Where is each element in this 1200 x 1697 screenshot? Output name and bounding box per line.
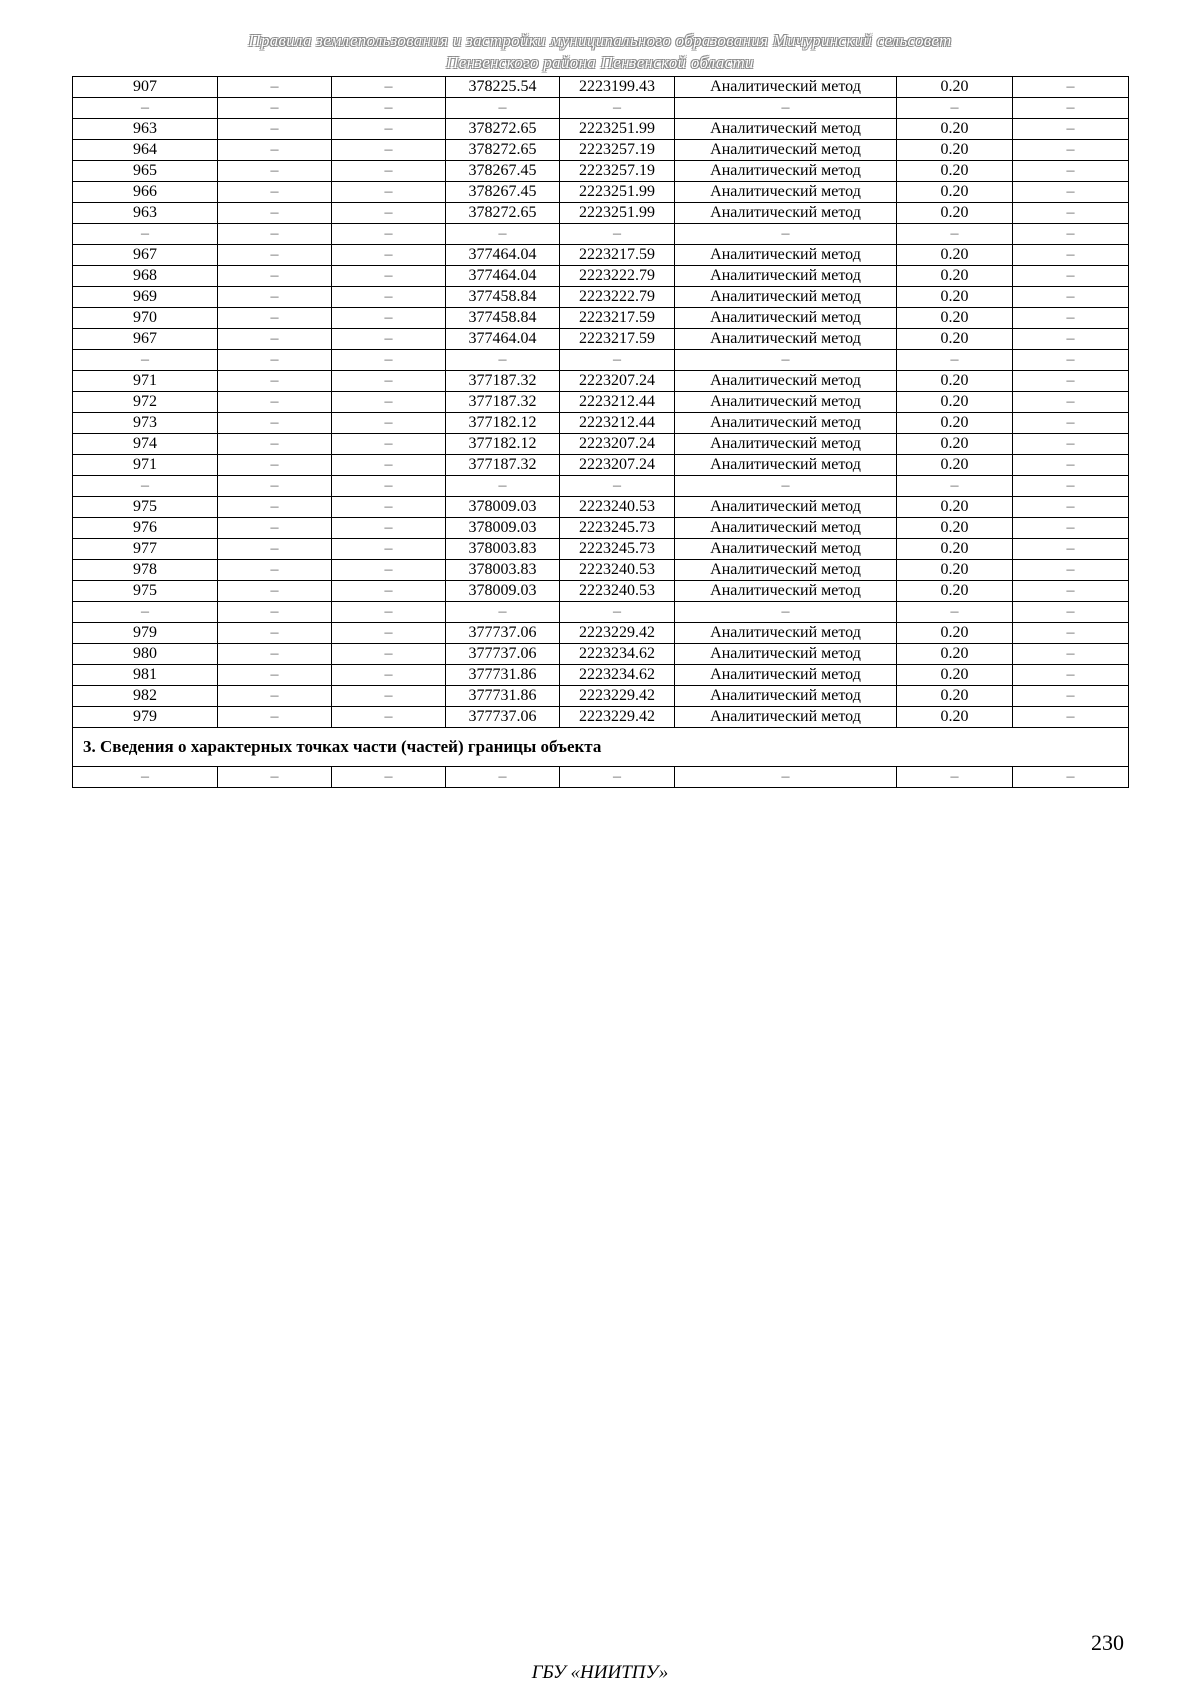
table-cell: – xyxy=(218,767,332,788)
table-cell: 0.20 xyxy=(897,308,1013,329)
table-cell: 2223199.43 xyxy=(560,77,675,98)
table-cell: 378272.65 xyxy=(446,203,560,224)
table-cell: – xyxy=(73,602,218,623)
table-cell: – xyxy=(1013,476,1129,497)
table-cell: – xyxy=(332,392,446,413)
table-cell: – xyxy=(1013,455,1129,476)
table-cell: – xyxy=(218,413,332,434)
table-cell: – xyxy=(1013,119,1129,140)
table-cell: Аналитический метод xyxy=(675,518,897,539)
table-cell: Аналитический метод xyxy=(675,539,897,560)
table-cell: 2223217.59 xyxy=(560,308,675,329)
table-cell: – xyxy=(218,371,332,392)
table-row xyxy=(73,350,1129,371)
table-cell: 972 xyxy=(73,392,218,413)
table-row xyxy=(73,413,1129,434)
table-cell: – xyxy=(218,518,332,539)
table-cell: – xyxy=(1013,266,1129,287)
table-cell: – xyxy=(560,224,675,245)
table-cell: – xyxy=(218,623,332,644)
table-cell: 0.20 xyxy=(897,266,1013,287)
table-cell: 377182.12 xyxy=(446,434,560,455)
table-cell: 982 xyxy=(73,686,218,707)
table-cell: 970 xyxy=(73,308,218,329)
table-cell: 2223245.73 xyxy=(560,539,675,560)
table-row xyxy=(73,602,1129,623)
table-cell: 2223207.24 xyxy=(560,455,675,476)
table-cell: – xyxy=(1013,98,1129,119)
table-cell: 2223229.42 xyxy=(560,686,675,707)
table-row xyxy=(73,623,1129,644)
table-cell: – xyxy=(332,119,446,140)
table-cell: – xyxy=(1013,329,1129,350)
table-cell: 0.20 xyxy=(897,161,1013,182)
table-cell: 377464.04 xyxy=(446,266,560,287)
table-cell: – xyxy=(560,767,675,788)
table-cell: 0.20 xyxy=(897,455,1013,476)
table-row xyxy=(73,539,1129,560)
table-cell: – xyxy=(218,98,332,119)
table-cell: 2223217.59 xyxy=(560,329,675,350)
table-row xyxy=(73,518,1129,539)
table-cell: 980 xyxy=(73,644,218,665)
table-cell: – xyxy=(675,602,897,623)
table-cell: Аналитический метод xyxy=(675,686,897,707)
table-cell: – xyxy=(897,767,1013,788)
table-cell: – xyxy=(218,182,332,203)
table-cell: Аналитический метод xyxy=(675,329,897,350)
table-cell: – xyxy=(218,581,332,602)
table-cell: 0.20 xyxy=(897,140,1013,161)
table-cell: – xyxy=(1013,413,1129,434)
table-cell: 378009.03 xyxy=(446,581,560,602)
table-cell: 377737.06 xyxy=(446,644,560,665)
table-row xyxy=(73,476,1129,497)
table-cell: – xyxy=(897,224,1013,245)
table-cell: 0.20 xyxy=(897,287,1013,308)
table-cell: 975 xyxy=(73,497,218,518)
table-cell: 377187.32 xyxy=(446,455,560,476)
table-cell: – xyxy=(73,476,218,497)
table-cell: 0.20 xyxy=(897,707,1013,728)
table-cell: – xyxy=(1013,518,1129,539)
table-cell: 377731.86 xyxy=(446,686,560,707)
table-cell: 2223222.79 xyxy=(560,266,675,287)
table-cell: – xyxy=(560,476,675,497)
table-cell: – xyxy=(1013,434,1129,455)
table-cell: – xyxy=(1013,203,1129,224)
table-cell: – xyxy=(218,707,332,728)
table-cell: – xyxy=(332,686,446,707)
table-cell: 0.20 xyxy=(897,686,1013,707)
table-cell: 377187.32 xyxy=(446,371,560,392)
table-cell: – xyxy=(1013,707,1129,728)
running-header xyxy=(150,30,1050,74)
table-cell: – xyxy=(332,707,446,728)
table-cell: – xyxy=(1013,371,1129,392)
table-cell: – xyxy=(332,287,446,308)
table-cell: – xyxy=(332,203,446,224)
table-cell: 0.20 xyxy=(897,392,1013,413)
table-cell: – xyxy=(446,476,560,497)
table-cell: – xyxy=(332,350,446,371)
table-cell: 2223257.19 xyxy=(560,161,675,182)
table-cell: – xyxy=(1013,308,1129,329)
table-cell: 0.20 xyxy=(897,119,1013,140)
table-cell: Аналитический метод xyxy=(675,707,897,728)
table-cell: – xyxy=(218,266,332,287)
table-cell: – xyxy=(218,224,332,245)
table-cell: – xyxy=(73,98,218,119)
table-cell: – xyxy=(897,350,1013,371)
table-row xyxy=(73,329,1129,350)
table-cell: 965 xyxy=(73,161,218,182)
table-cell: 967 xyxy=(73,329,218,350)
section-title: 3. Сведения о характерных точках части (частей) границы объекта xyxy=(73,728,1129,767)
table-row xyxy=(73,266,1129,287)
table-cell: – xyxy=(446,98,560,119)
table-cell: – xyxy=(1013,602,1129,623)
table-cell: 377458.84 xyxy=(446,308,560,329)
table-cell: – xyxy=(675,98,897,119)
table-cell: – xyxy=(332,434,446,455)
table-cell: – xyxy=(218,245,332,266)
table-cell: 0.20 xyxy=(897,245,1013,266)
table-cell: – xyxy=(332,77,446,98)
table-cell: 2223222.79 xyxy=(560,287,675,308)
table-cell: 377737.06 xyxy=(446,623,560,644)
table-cell: 378225.54 xyxy=(446,77,560,98)
table-cell: 377182.12 xyxy=(446,413,560,434)
table-row xyxy=(73,140,1129,161)
table-row xyxy=(73,434,1129,455)
table-cell: 378003.83 xyxy=(446,539,560,560)
table-cell: – xyxy=(1013,224,1129,245)
table-cell: 963 xyxy=(73,203,218,224)
table-cell: – xyxy=(1013,287,1129,308)
table-cell: – xyxy=(218,644,332,665)
table-cell: Аналитический метод xyxy=(675,119,897,140)
table-cell: 2223234.62 xyxy=(560,644,675,665)
table-cell: – xyxy=(218,287,332,308)
table-cell: – xyxy=(1013,644,1129,665)
coordinates-table xyxy=(72,76,1129,788)
table-row xyxy=(73,203,1129,224)
table-cell: Аналитический метод xyxy=(675,623,897,644)
table-cell: – xyxy=(897,602,1013,623)
table-cell: 973 xyxy=(73,413,218,434)
table-row xyxy=(73,497,1129,518)
table-cell: – xyxy=(218,392,332,413)
table-cell: – xyxy=(332,245,446,266)
table-cell: – xyxy=(560,98,675,119)
table-cell: 378267.45 xyxy=(446,161,560,182)
table-cell: 2223245.73 xyxy=(560,518,675,539)
table-row xyxy=(73,392,1129,413)
table-cell: 377464.04 xyxy=(446,329,560,350)
table-cell: – xyxy=(1013,350,1129,371)
table-cell: 981 xyxy=(73,665,218,686)
table-cell: – xyxy=(332,140,446,161)
table-row xyxy=(73,308,1129,329)
table-cell: 378272.65 xyxy=(446,140,560,161)
table-cell: – xyxy=(332,497,446,518)
table-cell: 0.20 xyxy=(897,371,1013,392)
table-cell: 979 xyxy=(73,707,218,728)
table-row xyxy=(73,182,1129,203)
table-cell: – xyxy=(218,119,332,140)
table-cell: 0.20 xyxy=(897,413,1013,434)
table-cell: 2223207.24 xyxy=(560,434,675,455)
table-cell: – xyxy=(218,77,332,98)
table-cell: 2223240.53 xyxy=(560,560,675,581)
table-cell: – xyxy=(1013,581,1129,602)
table-cell: – xyxy=(446,767,560,788)
table-cell: 2223207.24 xyxy=(560,371,675,392)
table-cell: – xyxy=(332,98,446,119)
table-cell: 0.20 xyxy=(897,518,1013,539)
table-cell: 966 xyxy=(73,182,218,203)
table-cell: Аналитический метод xyxy=(675,497,897,518)
table-cell: 0.20 xyxy=(897,182,1013,203)
table-cell: – xyxy=(1013,767,1129,788)
table-cell: Аналитический метод xyxy=(675,392,897,413)
table-row xyxy=(73,560,1129,581)
table-cell: 377187.32 xyxy=(446,392,560,413)
table-cell: Аналитический метод xyxy=(675,77,897,98)
table-cell: Аналитический метод xyxy=(675,308,897,329)
table-row xyxy=(73,224,1129,245)
table-cell: Аналитический метод xyxy=(675,581,897,602)
page-number: 230 xyxy=(1091,1630,1124,1655)
table-cell: 2223212.44 xyxy=(560,413,675,434)
section-heading-row xyxy=(73,728,1129,767)
table-cell: 907 xyxy=(73,77,218,98)
table-cell: – xyxy=(1013,182,1129,203)
table-cell: – xyxy=(332,644,446,665)
table-cell: Аналитический метод xyxy=(675,245,897,266)
table-cell: 0.20 xyxy=(897,560,1013,581)
table-row xyxy=(73,767,1129,788)
table-cell: Аналитический метод xyxy=(675,287,897,308)
table-cell: 0.20 xyxy=(897,329,1013,350)
table-cell: 964 xyxy=(73,140,218,161)
table-cell: 0.20 xyxy=(897,644,1013,665)
table-cell: Аналитический метод xyxy=(675,371,897,392)
table-row xyxy=(73,119,1129,140)
table-cell: Аналитический метод xyxy=(675,182,897,203)
table-cell: – xyxy=(897,98,1013,119)
table-cell: 377464.04 xyxy=(446,245,560,266)
table-cell: – xyxy=(332,455,446,476)
table-cell: 975 xyxy=(73,581,218,602)
table-cell: 0.20 xyxy=(897,581,1013,602)
table-cell: – xyxy=(332,767,446,788)
table-cell: – xyxy=(218,665,332,686)
table-cell: – xyxy=(1013,560,1129,581)
table-cell: Аналитический метод xyxy=(675,560,897,581)
table-cell: – xyxy=(218,497,332,518)
table-cell: 2223229.42 xyxy=(560,707,675,728)
table-cell: – xyxy=(446,602,560,623)
table-cell: – xyxy=(1013,161,1129,182)
table-cell: 0.20 xyxy=(897,623,1013,644)
table-cell: – xyxy=(218,602,332,623)
table-row xyxy=(73,98,1129,119)
table-cell: – xyxy=(218,434,332,455)
table-cell: 2223251.99 xyxy=(560,119,675,140)
table-cell: – xyxy=(1013,392,1129,413)
table-cell: – xyxy=(332,224,446,245)
table-row xyxy=(73,581,1129,602)
table-cell: – xyxy=(1013,140,1129,161)
table-cell: 2223217.59 xyxy=(560,245,675,266)
table-cell: 0.20 xyxy=(897,434,1013,455)
table-cell: – xyxy=(332,560,446,581)
table-cell: – xyxy=(218,560,332,581)
table-cell: – xyxy=(332,518,446,539)
table-cell: 378009.03 xyxy=(446,518,560,539)
table-cell: 377731.86 xyxy=(446,665,560,686)
table-cell: – xyxy=(218,203,332,224)
table-cell: 2223234.62 xyxy=(560,665,675,686)
table-cell: Аналитический метод xyxy=(675,203,897,224)
table-cell: Аналитический метод xyxy=(675,665,897,686)
table-cell: 971 xyxy=(73,455,218,476)
table-cell: 977 xyxy=(73,539,218,560)
table-cell: 2223240.53 xyxy=(560,581,675,602)
table-cell: 377737.06 xyxy=(446,707,560,728)
table-cell: 2223257.19 xyxy=(560,140,675,161)
table-cell: 378003.83 xyxy=(446,560,560,581)
table-cell: – xyxy=(332,371,446,392)
table-cell: 968 xyxy=(73,266,218,287)
table-cell: – xyxy=(218,329,332,350)
table-cell: – xyxy=(446,224,560,245)
table-cell: Аналитический метод xyxy=(675,413,897,434)
page-footer: ГБУ «НИИТПУ» xyxy=(531,1662,669,1683)
table-cell: – xyxy=(332,602,446,623)
table-cell: – xyxy=(675,767,897,788)
table-cell: 979 xyxy=(73,623,218,644)
table-cell: – xyxy=(218,308,332,329)
table-cell: 2223229.42 xyxy=(560,623,675,644)
table-cell: – xyxy=(218,350,332,371)
table-cell: 963 xyxy=(73,119,218,140)
table-cell: – xyxy=(675,224,897,245)
table-cell: 378009.03 xyxy=(446,497,560,518)
table-cell: 2223212.44 xyxy=(560,392,675,413)
table-cell: – xyxy=(1013,497,1129,518)
table-cell: – xyxy=(332,329,446,350)
table-cell: – xyxy=(332,182,446,203)
table-cell: – xyxy=(332,308,446,329)
table-cell: – xyxy=(897,476,1013,497)
table-cell: Аналитический метод xyxy=(675,644,897,665)
table-cell: 378267.45 xyxy=(446,182,560,203)
table-cell: – xyxy=(218,161,332,182)
table-cell: – xyxy=(1013,539,1129,560)
header-line-1: Правила землепользования и застройки муниципального образования Мичуринский сельсовет xyxy=(248,31,952,50)
table-cell: – xyxy=(218,455,332,476)
table-cell: – xyxy=(1013,245,1129,266)
table-row xyxy=(73,371,1129,392)
table-cell: 378272.65 xyxy=(446,119,560,140)
table-cell: Аналитический метод xyxy=(675,455,897,476)
table-row xyxy=(73,686,1129,707)
table-body xyxy=(73,77,1129,788)
table-cell: – xyxy=(332,476,446,497)
table-cell: – xyxy=(1013,623,1129,644)
table-cell: – xyxy=(218,476,332,497)
table-cell: – xyxy=(332,665,446,686)
table-cell: – xyxy=(332,581,446,602)
table-row xyxy=(73,455,1129,476)
table-cell: – xyxy=(73,767,218,788)
table-row xyxy=(73,287,1129,308)
table-cell: – xyxy=(332,539,446,560)
header-line-2: Пензенского района Пензенской области xyxy=(446,53,754,72)
table-cell: – xyxy=(218,140,332,161)
table-cell: – xyxy=(73,350,218,371)
table-cell: 971 xyxy=(73,371,218,392)
table-cell: – xyxy=(1013,665,1129,686)
table-cell: – xyxy=(1013,77,1129,98)
table-cell: 0.20 xyxy=(897,77,1013,98)
table-row xyxy=(73,665,1129,686)
table-cell: – xyxy=(675,476,897,497)
table-cell: – xyxy=(332,413,446,434)
table-cell: – xyxy=(332,623,446,644)
table-row xyxy=(73,644,1129,665)
table-row xyxy=(73,161,1129,182)
table-cell: – xyxy=(1013,686,1129,707)
table-cell: Аналитический метод xyxy=(675,140,897,161)
table-cell: – xyxy=(218,686,332,707)
table-cell: – xyxy=(218,539,332,560)
table-row xyxy=(73,245,1129,266)
table-cell: 377458.84 xyxy=(446,287,560,308)
table-cell: – xyxy=(560,350,675,371)
table-cell: – xyxy=(73,224,218,245)
table-cell: 969 xyxy=(73,287,218,308)
table-cell: 978 xyxy=(73,560,218,581)
table-row xyxy=(73,77,1129,98)
table-cell: – xyxy=(332,266,446,287)
table-cell: Аналитический метод xyxy=(675,266,897,287)
table-cell: 2223251.99 xyxy=(560,182,675,203)
table-cell: – xyxy=(332,161,446,182)
table-cell: Аналитический метод xyxy=(675,161,897,182)
table-cell: – xyxy=(446,350,560,371)
table-cell: 2223240.53 xyxy=(560,497,675,518)
table-cell: 974 xyxy=(73,434,218,455)
table-cell: 0.20 xyxy=(897,497,1013,518)
table-cell: 976 xyxy=(73,518,218,539)
table-cell: – xyxy=(675,350,897,371)
table-row xyxy=(73,707,1129,728)
table-cell: 0.20 xyxy=(897,665,1013,686)
table-cell: 967 xyxy=(73,245,218,266)
table-cell: 0.20 xyxy=(897,203,1013,224)
table-cell: 2223251.99 xyxy=(560,203,675,224)
table-cell: 0.20 xyxy=(897,539,1013,560)
table-cell: – xyxy=(560,602,675,623)
table-cell: Аналитический метод xyxy=(675,434,897,455)
